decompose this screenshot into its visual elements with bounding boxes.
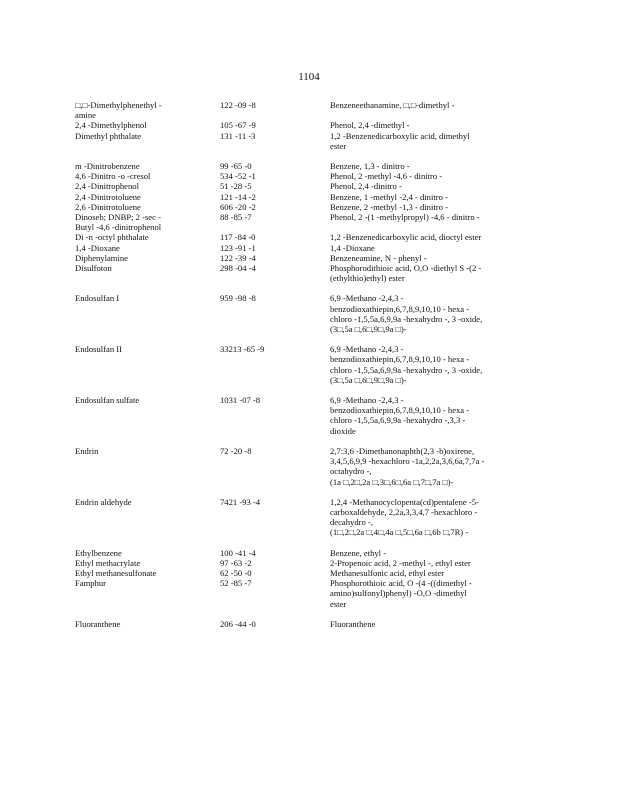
table-row — [75, 497, 555, 548]
cas-number: 7421 -93 -4 — [220, 496, 261, 507]
chemical-name: □,□-Dimethylphenethyl - amine — [75, 100, 162, 121]
chemical-table — [75, 100, 555, 629]
chemical-name: Endrin — [75, 445, 99, 456]
cas-number: 99 -65 -0 — [220, 161, 252, 172]
chemical-name: Ethylbenzene — [75, 547, 122, 558]
table-row — [75, 181, 555, 191]
table-row — [75, 619, 555, 629]
index-name: Benzeneamine, N - phenyl - — [330, 252, 427, 263]
index-name: 1,2 -Benzenedicarboxylic acid, dimethyl ester — [330, 130, 470, 151]
chemical-name: 2,4 -Dinitrotoluene — [75, 191, 141, 202]
index-name: 1,2 -Benzenedicarboxylic acid, dioctyl ester — [330, 232, 482, 243]
index-name: Methanesulfonic acid, ethyl ester — [330, 567, 445, 578]
index-name: Benzeneethanamine, □,□-dimethyl - — [330, 100, 455, 110]
table-row — [75, 578, 555, 619]
cas-number: 100 -41 -4 — [220, 547, 256, 558]
index-name: Benzene, 1,3 - dinitro - — [330, 161, 410, 172]
table-row — [75, 171, 555, 181]
index-name: 6,9 -Methano -2,4,3 - benzodioxathiepin,6,7,8,9,10,10 - hexa - chloro -1,5,5a,6,9,9a -hexahydro -,3,3 - dioxide — [330, 395, 470, 436]
table-row — [75, 395, 555, 446]
chemical-name: Ethyl methacrylate — [75, 557, 141, 568]
cas-number: 33213 -65 -9 — [220, 344, 265, 355]
index-name: 2,7:3,6 -Dimethanonaphth(2,3 -b)oxirene, 3,4,5,6,9,9 -hexachloro -1a,2,2a,3,6,6a,7,7a - octahydro -, (1a □,2□,2a □,3□,6□,6a □,7□,7a □)- — [330, 445, 485, 487]
index-name: Benzene, 2 -methyl -1,3 - dinitro - — [330, 201, 448, 212]
chemical-name: Dinoseb; DNBP; 2 -sec - Butyl -4,6 -dinitrophenol — [75, 212, 162, 233]
cas-number: 606 -20 -2 — [220, 201, 256, 212]
cas-number: 62 -50 -0 — [220, 567, 252, 578]
index-name: Fluoranthene — [330, 618, 376, 629]
cas-number: 122 -39 -4 — [220, 252, 256, 263]
chemical-name: Endrin aldehyde — [75, 496, 132, 507]
chemical-name: Endosulfan I — [75, 293, 120, 304]
table-row — [75, 558, 555, 568]
cas-number: 105 -67 -9 — [220, 120, 256, 131]
index-name: Phenol, 2,4 -dimethyl - — [330, 120, 410, 131]
table-row — [75, 293, 555, 344]
cas-number: 959 -98 -8 — [220, 293, 256, 304]
table-row — [75, 568, 555, 578]
cas-number: 117 -84 -0 — [220, 232, 256, 243]
table-row — [75, 548, 555, 558]
table-row — [75, 212, 555, 232]
cas-number: 88 -85 -7 — [220, 212, 252, 223]
cas-number: 298 -04 -4 — [220, 263, 256, 274]
table-row — [75, 192, 555, 202]
chemical-name: Fluoranthene — [75, 618, 121, 629]
table-row — [75, 161, 555, 171]
chemical-name: Dimethyl phthalate — [75, 130, 142, 141]
cas-number: 51 -28 -5 — [220, 181, 252, 192]
index-name: Benzene, 1 -methyl -2,4 - dinitro - — [330, 191, 448, 202]
index-name: Phosphorothioic acid, O -(4 -((dimethyl - amino)sulfonyl)phenyl) -O,O -dimethyl ester — [330, 578, 472, 609]
table-row — [75, 446, 555, 497]
index-name: Phosphorodithioic acid, O,O -diethyl S -(2 - (ethylthio)ethyl) ester — [330, 263, 482, 284]
chemical-name: Diphenylamine — [75, 252, 128, 263]
chemical-name: Endosulfan sulfate — [75, 395, 140, 406]
chemical-name: Di -n -octyl phthalate — [75, 232, 149, 243]
chemical-name: Famphur — [75, 578, 107, 589]
index-name: Phenol, 2,4 -dinitro - — [330, 181, 402, 192]
index-name: Phenol, 2 -methyl -4,6 - dinitro - — [330, 171, 443, 182]
page-number: 1104 — [298, 71, 320, 83]
chemical-name: Disulfoton — [75, 263, 112, 274]
table-row — [75, 202, 555, 212]
index-name: Benzene, ethyl - — [330, 547, 387, 558]
table-row — [75, 344, 555, 395]
chemical-name: Endosulfan II — [75, 344, 123, 355]
index-name: Phenol, 2 -(1 -methylpropyl) -4,6 - dinitro - — [330, 212, 480, 223]
cas-number: 122 -09 -8 — [220, 100, 256, 110]
cas-number: 206 -44 -0 — [220, 618, 256, 629]
table-row — [75, 120, 555, 130]
table-row — [75, 100, 555, 120]
table-row — [75, 232, 555, 242]
chemical-name: 2,4 -Dimethylphenol — [75, 120, 147, 131]
cas-number: 131 -11 -3 — [220, 130, 256, 141]
chemical-name: 2,4 -Dinitrophenol — [75, 181, 139, 192]
index-name: 1,2,4 -Methanocyclopenta(cd)pentalene -5- carboxaldehyde, 2,2a,3,3,4,7 -hexachloro - decahydro -, (1□,2□,2a □,4□,4a □,5□,6a □,6b □,7R) - — [330, 496, 479, 538]
cas-number: 534 -52 -1 — [220, 171, 256, 182]
cas-number: 52 -85 -7 — [220, 578, 252, 589]
index-name: 6,9 -Methano -2,4,3 - benzodioxathiepin,6,7,8,9,10,10 - hexa - chloro -1,5,5a,6,9,9a -hexahydro -, 3 -oxide, (3□,5a □,6□,9□,9a □)- — [330, 344, 483, 385]
table-row — [75, 131, 555, 161]
chemical-name: 1,4 -Dioxane — [75, 242, 120, 253]
table-row — [75, 263, 555, 293]
table-row — [75, 243, 555, 253]
chemical-name: Ethyl methanesulfonate — [75, 567, 157, 578]
cas-number: 97 -63 -2 — [220, 557, 252, 568]
cas-number: 121 -14 -2 — [220, 191, 256, 202]
index-name: 1,4 -Dioxane — [330, 242, 375, 253]
index-name: 2-Propenoic acid, 2 -methyl -, ethyl ester — [330, 557, 471, 568]
chemical-name: m -Dinitrobenzene — [75, 161, 140, 172]
cas-number: 72 -20 -8 — [220, 445, 252, 456]
cas-number: 123 -91 -1 — [220, 242, 256, 253]
chemical-name: 4,6 -Dinitro -o -cresol — [75, 171, 151, 182]
cas-number: 1031 -07 -8 — [220, 395, 261, 406]
chemical-name: 2,6 -Dinitrotoluene — [75, 201, 141, 212]
table-row — [75, 253, 555, 263]
index-name: 6,9 -Methano -2,4,3 - benzodioxathiepin,6,7,8,9,10,10 - hexa - chloro -1,5,5a,6,9,9a -hexahydro -, 3 -oxide, (3□,5a □,6□,9□,9a □)- — [330, 293, 483, 335]
